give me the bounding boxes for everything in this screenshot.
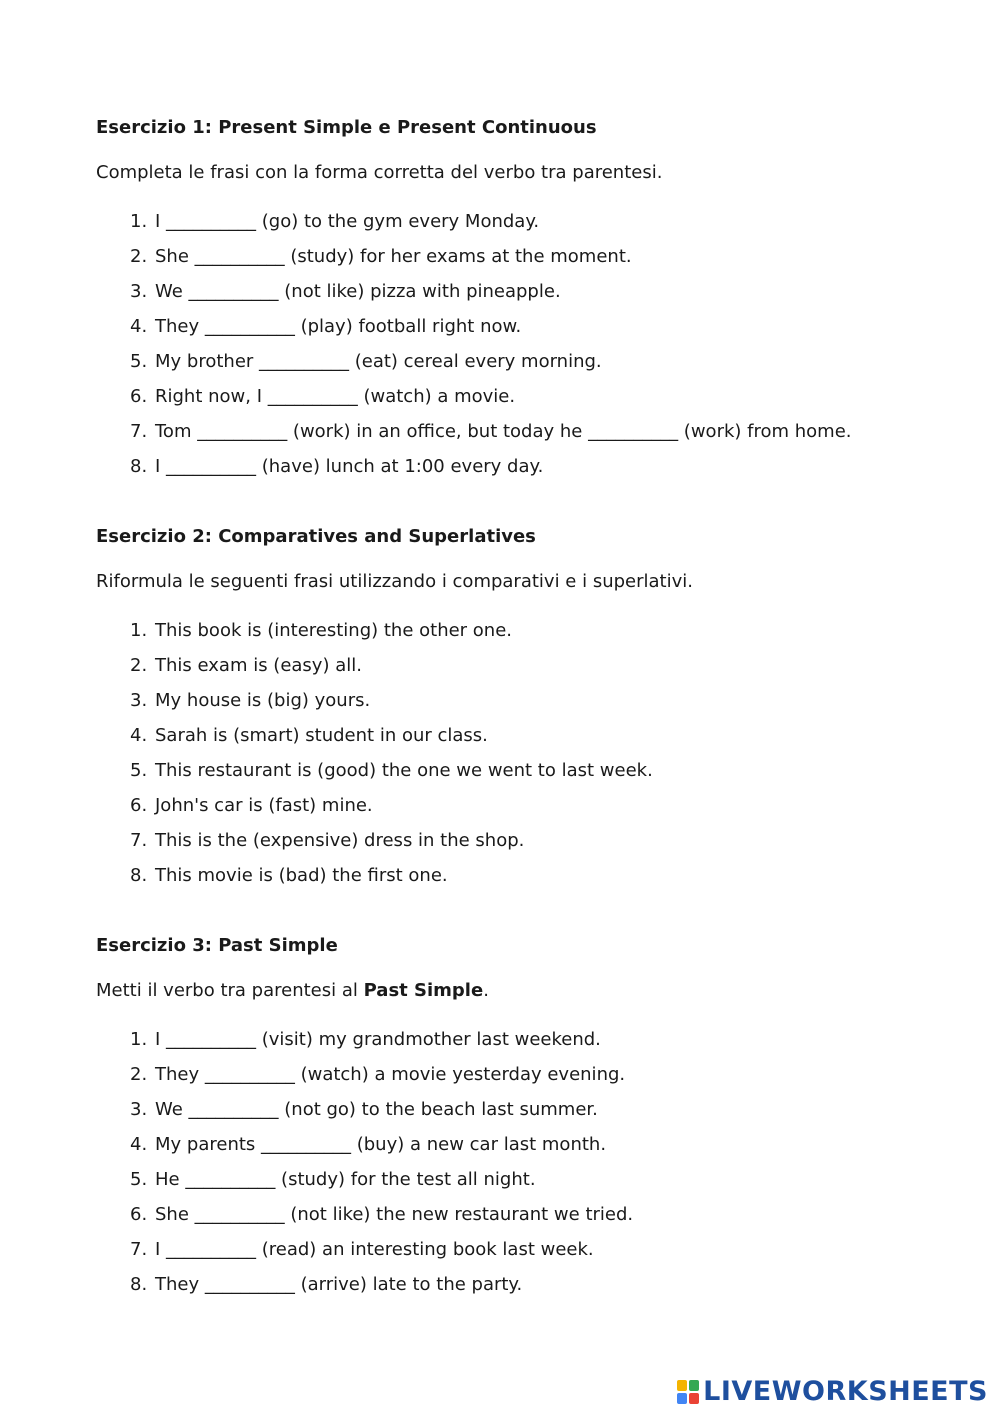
item-text: She __________ (not like) the new restaurant we tried. xyxy=(155,1204,634,1225)
list-item xyxy=(96,1092,956,1127)
item-number: 3. xyxy=(130,1099,148,1120)
exercise-3-list xyxy=(96,1022,956,1302)
instruction-prefix: Metti il verbo tra parentesi al xyxy=(96,980,364,1001)
exercise-1-instruction: Completa le frasi con la forma corretta del verbo tra parentesi. xyxy=(96,162,663,183)
item-number: 1. xyxy=(130,1029,148,1050)
item-number: 4. xyxy=(130,1134,148,1155)
item-text: I __________ (read) an interesting book last week. xyxy=(155,1239,594,1260)
list-item xyxy=(96,683,956,718)
exercise-1-title: Esercizio 1: Present Simple e Present Continuous xyxy=(96,117,597,138)
liveworksheets-wordmark: LIVEWORKSHEETS xyxy=(703,1376,988,1407)
item-number: 7. xyxy=(130,1239,148,1260)
item-number: 8. xyxy=(130,1274,148,1295)
item-number: 6. xyxy=(130,386,148,407)
item-text: They __________ (arrive) late to the party. xyxy=(155,1274,523,1295)
item-number: 1. xyxy=(130,211,148,232)
item-text: This is the (expensive) dress in the shop. xyxy=(155,830,525,851)
item-text: John's car is (fast) mine. xyxy=(155,795,373,816)
exercise-2-title: Esercizio 2: Comparatives and Superlatives xyxy=(96,526,536,547)
list-item xyxy=(96,239,956,274)
item-text: I __________ (visit) my grandmother last weekend. xyxy=(155,1029,601,1050)
item-number: 2. xyxy=(130,1064,148,1085)
instruction-suffix: . xyxy=(483,980,489,1001)
liveworksheets-logo-icon xyxy=(677,1380,699,1404)
item-text: My house is (big) yours. xyxy=(155,690,371,711)
item-number: 8. xyxy=(130,456,148,477)
worksheet xyxy=(96,114,956,1302)
item-text: Sarah is (smart) student in our class. xyxy=(155,725,488,746)
item-number: 2. xyxy=(130,246,148,267)
list-item xyxy=(96,753,956,788)
item-text: He __________ (study) for the test all night. xyxy=(155,1169,536,1190)
list-item xyxy=(96,1022,956,1057)
logo-square-4 xyxy=(689,1393,699,1404)
item-text: I __________ (go) to the gym every Monday. xyxy=(155,211,540,232)
exercise-2 xyxy=(96,523,956,893)
list-item xyxy=(96,414,956,449)
item-text: They __________ (play) football right now. xyxy=(155,316,522,337)
list-item xyxy=(96,1162,956,1197)
item-text: My brother __________ (eat) cereal every morning. xyxy=(155,351,602,372)
item-text: This restaurant is (good) the one we went to last week. xyxy=(155,760,653,781)
list-item xyxy=(96,449,956,484)
item-number: 3. xyxy=(130,281,148,302)
exercise-3 xyxy=(96,932,956,1302)
exercise-2-instruction: Riformula le seguenti frasi utilizzando i comparativi e i superlativi. xyxy=(96,571,693,592)
item-text: This exam is (easy) all. xyxy=(155,655,362,676)
list-item xyxy=(96,1057,956,1092)
item-text: This movie is (bad) the first one. xyxy=(155,865,448,886)
item-text: This book is (interesting) the other one. xyxy=(155,620,513,641)
list-item xyxy=(96,1232,956,1267)
item-number: 3. xyxy=(130,690,148,711)
item-text: We __________ (not like) pizza with pineapple. xyxy=(155,281,561,302)
list-item xyxy=(96,1127,956,1162)
exercise-3-instruction xyxy=(96,977,956,1005)
item-number: 1. xyxy=(130,620,148,641)
item-number: 5. xyxy=(130,1169,148,1190)
item-number: 8. xyxy=(130,865,148,886)
exercise-2-list xyxy=(96,613,956,893)
list-item xyxy=(96,718,956,753)
item-text: They __________ (watch) a movie yesterday evening. xyxy=(155,1064,626,1085)
item-number: 7. xyxy=(130,421,148,442)
item-text: She __________ (study) for her exams at the moment. xyxy=(155,246,632,267)
list-item xyxy=(96,309,956,344)
item-number: 6. xyxy=(130,1204,148,1225)
exercise-1 xyxy=(96,114,956,484)
instruction-bold: Past Simple xyxy=(363,980,484,1001)
logo-square-1 xyxy=(677,1380,687,1391)
item-number: 6. xyxy=(130,795,148,816)
list-item xyxy=(96,344,956,379)
logo-square-2 xyxy=(689,1380,699,1391)
item-text: I __________ (have) lunch at 1:00 every day. xyxy=(155,456,544,477)
item-number: 4. xyxy=(130,316,148,337)
item-number: 4. xyxy=(130,725,148,746)
list-item xyxy=(96,858,956,893)
list-item xyxy=(96,823,956,858)
item-text: Right now, I __________ (watch) a movie. xyxy=(155,386,516,407)
list-item xyxy=(96,1267,956,1302)
list-item xyxy=(96,648,956,683)
item-text: Tom __________ (work) in an office, but today he __________ (work) from home. xyxy=(155,421,852,442)
item-number: 2. xyxy=(130,655,148,676)
liveworksheets-logo[interactable] xyxy=(677,1376,988,1407)
item-number: 7. xyxy=(130,830,148,851)
item-text: My parents __________ (buy) a new car last month. xyxy=(155,1134,607,1155)
logo-square-3 xyxy=(677,1393,687,1404)
exercise-3-title: Esercizio 3: Past Simple xyxy=(96,935,338,956)
item-number: 5. xyxy=(130,351,148,372)
list-item xyxy=(96,379,956,414)
item-number: 5. xyxy=(130,760,148,781)
exercise-1-list xyxy=(96,204,956,484)
list-item xyxy=(96,274,956,309)
list-item xyxy=(96,788,956,823)
list-item xyxy=(96,613,956,648)
list-item xyxy=(96,204,956,239)
list-item xyxy=(96,1197,956,1232)
item-text: We __________ (not go) to the beach last summer. xyxy=(155,1099,598,1120)
